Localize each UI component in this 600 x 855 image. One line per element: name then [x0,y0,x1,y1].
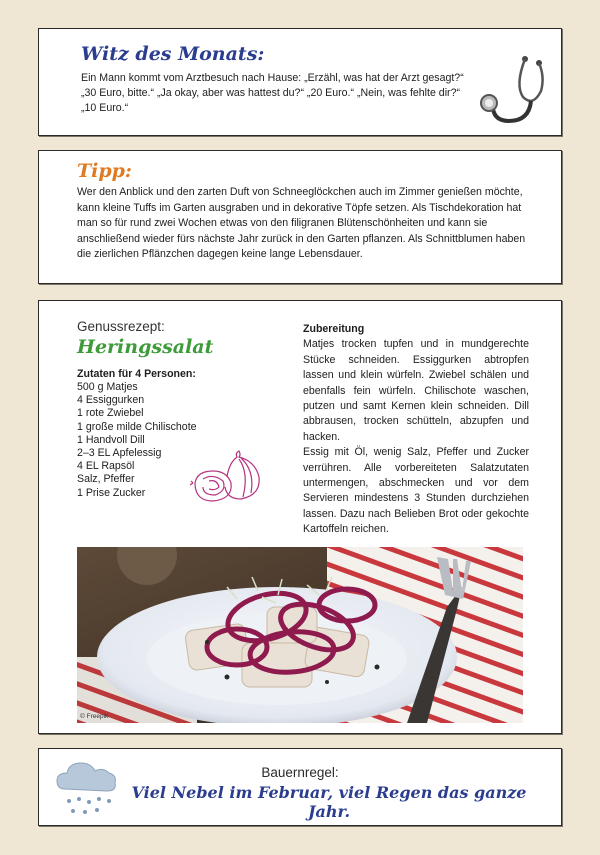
recipe-preparation-column [303,322,529,538]
tip-text: Wer den Anblick und den zarten Duft von Schneeglöckchen auch im Zimmer genießen möchte, kann kleine Tuffs im Garten ausgraben und in dekorative Töpfe setzen. Als Tischdekoration hat man so für rund zwei Wochen etwas von den filigranen Blütenschönheiten und kann sie anschließend wieder fürs nächste Jahr zurück in den Garten pflanzen. Als Schnittblumen haben die zierlichen Pflänzchen dagegen keine lange Lebensdauer. [77,186,526,260]
list-item: 1 rote Zwiebel [77,407,144,420]
recipe-card [38,300,562,734]
list-item: 4 Essiggurken [77,394,145,407]
preparation-text-2: Essig mit Öl, wenig Salz, Pfeffer und Zucker verrühren. Alle vorbereiteten Salatzutaten untermengen, abschmecken und vor dem Servieren mindestens 3 Stunden durchziehen lassen. Dazu nach Belieben Brot oder gekochte Kartoffeln reichen. [303,446,529,536]
preparation-text-1: Matjes trocken tupfen und in mundgerechte Stücke schneiden. Essiggurken abtropfen lassen und klein würfeln. Zwiebel schälen und ebenfalls fein würfeln. Chilischote waschen, putzen und samt Kernen klein schneiden. Dill abbrausen, trocken schütteln, abzupfen und hacken. [303,338,529,443]
list-item: Salz, Pfeffer [77,473,135,486]
stethoscope-icon [479,51,549,129]
recipe-title: Heringssalat [77,336,214,358]
list-item: 500 g Matjes [77,381,138,393]
herring-salad-photo [77,547,523,723]
list-item: 1 große milde Chilischote [77,420,197,433]
farmer-rule-label: Bauernregel: [261,765,339,780]
joke-title: Witz des Monats: [81,43,265,65]
list-item: 1 Handvoll Dill [77,433,145,446]
joke-text: Ein Mann kommt vom Arztbesuch nach Hause: „Erzähl, was hat der Arzt gesagt?“ „30 Euro, bitte.“ „Ja okay, aber was hattest du?“ „20 Euro.“ „Nein, was fehlte dir?“ „10 Euro.“ [81,72,464,114]
joke-card [38,28,562,136]
recipe-subtitle: Genussrezept: [77,319,165,334]
photo-credit: © Freepik [80,713,109,720]
list-item: 2–3 EL Apfelessig [77,447,162,460]
farmer-rule-text: Viel Nebel im Februar, viel Regen das ganze Jahr. [131,783,527,821]
list-item: 4 EL Rapsöl [77,460,135,473]
tip-title: Tipp: [77,160,132,182]
farmer-rule-card [38,748,562,826]
onion-icon [189,449,265,505]
list-item: 1 Prise Zucker [77,486,146,499]
preparation-heading: Zubereitung [303,323,365,335]
ingredients-heading: Zutaten für 4 Personen: [77,368,196,380]
tip-card [38,150,562,284]
